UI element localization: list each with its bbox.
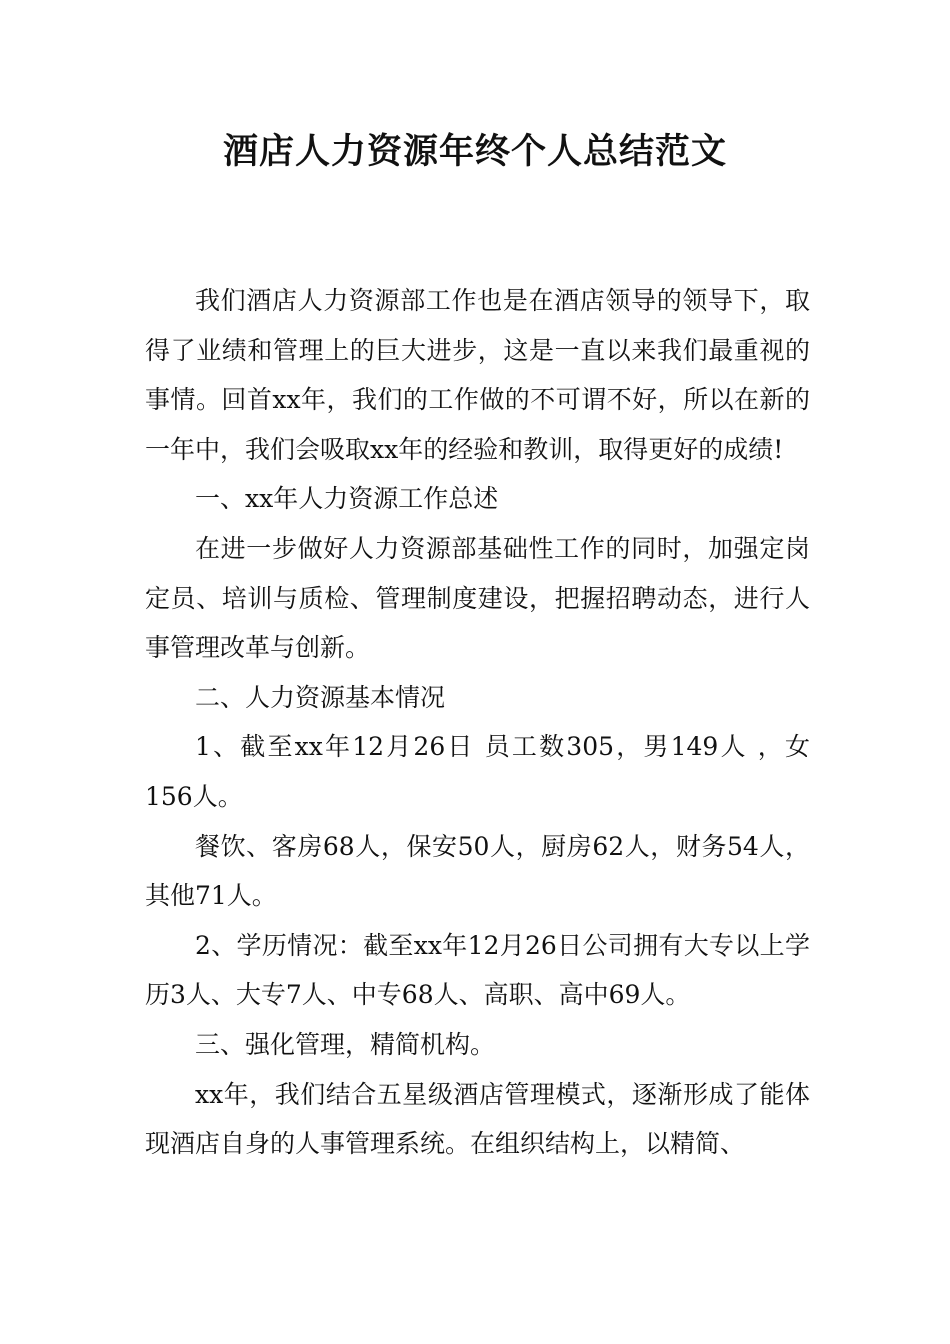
paragraph-intro: 我们酒店人力资源部工作也是在酒店领导的领导下，取得了业绩和管理上的巨大进步，这是一直以来我们最重视的事情。回首xx年，我们的工作做的不可谓不好，所以在新的一年中，我们会吸取xx年的经验和教训，取得更好的成绩! [145, 286, 810, 464]
document-body [145, 276, 810, 1169]
section-heading-2: 二、人力资源基本情况 [195, 682, 446, 712]
section-heading-1: 一、xx年人力资源工作总述 [195, 484, 499, 514]
section-heading-3: 三、强化管理，精简机构。 [195, 1029, 496, 1059]
paragraph-management: xx年，我们结合五星级酒店管理模式，逐渐形成了能体现酒店自身的人事管理系统。在组织结构上，以精简、 [145, 1079, 810, 1159]
paragraph-education: 2、学历情况：截至xx年12月26日公司拥有大专以上学历3人、大专7人、中专68人、高职、高中69人。 [145, 930, 810, 1010]
document-title: 酒店人力资源年终个人总结范文 [222, 132, 727, 172]
paragraph-overview: 在进一步做好人力资源部基础性工作的同时，加强定岗定员、培训与质检、管理制度建设，把握招聘动态，进行人事管理改革与创新。 [145, 533, 810, 663]
paragraph-staff-count: 1、截至xx年12月26日 员工数305，男149人 ，女156人。 [145, 732, 810, 811]
paragraph-department-count: 餐饮、客房68人，保安50人，厨房62人，财务54人，其他71人。 [145, 831, 810, 911]
